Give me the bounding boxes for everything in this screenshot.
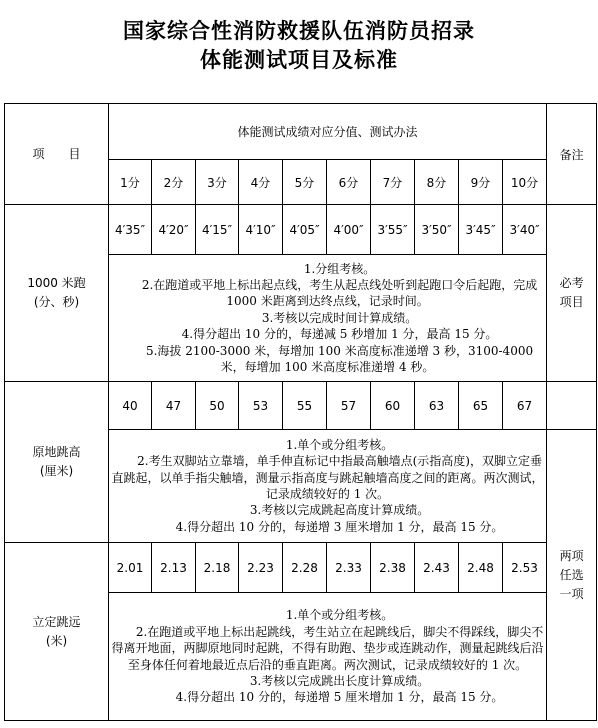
longjump-project-cell: 立定跳远 (米) xyxy=(5,543,109,721)
score-value: 2.48 xyxy=(459,543,503,593)
score-header: 6分 xyxy=(327,160,371,205)
note-required: 必考 项目 xyxy=(547,205,597,382)
note-choice: 两项 任选 一项 xyxy=(547,430,597,721)
score-value: 4′35″ xyxy=(109,205,152,255)
score-value: 4′00″ xyxy=(327,205,371,255)
score-value: 67 xyxy=(503,382,547,430)
run-values-row xyxy=(5,205,597,255)
page-subtitle: 体能测试项目及标准 xyxy=(200,48,398,72)
project-header: 项 目 xyxy=(5,104,109,205)
score-value: 2.13 xyxy=(152,543,196,593)
score-header: 7分 xyxy=(371,160,415,205)
score-value: 57 xyxy=(327,382,371,430)
score-header: 10分 xyxy=(503,160,547,205)
score-value: 60 xyxy=(371,382,415,430)
score-header: 1分 xyxy=(109,160,152,205)
run-method: 1.分组考核。 2.在跑道或平地上标出起点线，考生从起点线处听到起跑口令后起跑，完成 1000 米距离到达终点线，记录时间。 3.考核以完成时间计算成绩。 4.得分超出 10 分的，每递减 5 秒增加 1 分，最高 15 分。 5.海拔 2100-3000 米，每增加 100 米高度标准递增 3 秒，3100-4000 米，每增加 100 米高度标准递增 4 秒。 xyxy=(109,255,547,382)
score-value: 3′55″ xyxy=(371,205,415,255)
score-header: 3分 xyxy=(196,160,239,205)
longjump-method: 1.单个或分组考核。 2.在跑道或平地上标出起跳线，考生站立在起跳线后，脚尖不得踩线，脚尖不得离开地面，两脚原地同时起跳，不得有助跑、垫步或连跳动作，测量起跳线后沿至身体任何着地最近点后沿的垂直距离。两次测试，记录成绩较好的 1 次。 3.考核以完成跳出长度计算成绩。 4.得分超出 10 分的，每递增 5 厘米增加 1 分，最高 15 分。 xyxy=(109,593,547,721)
score-value: 40 xyxy=(109,382,152,430)
note-header: 备注 xyxy=(547,104,597,205)
score-value: 2.01 xyxy=(109,543,152,593)
score-value: 3′50″ xyxy=(415,205,459,255)
score-value: 2.33 xyxy=(327,543,371,593)
header-row xyxy=(5,104,597,160)
score-value: 3′40″ xyxy=(503,205,547,255)
method-header: 体能测试成绩对应分值、测试办法 xyxy=(109,104,547,160)
score-value: 2.38 xyxy=(371,543,415,593)
score-value: 2.18 xyxy=(196,543,239,593)
score-value: 4′15″ xyxy=(196,205,239,255)
longjump-values-row xyxy=(5,543,597,593)
score-value: 2.23 xyxy=(239,543,283,593)
score-value: 3′45″ xyxy=(459,205,503,255)
score-value: 2.43 xyxy=(415,543,459,593)
score-value: 4′05″ xyxy=(283,205,327,255)
score-header: 5分 xyxy=(283,160,327,205)
score-value: 55 xyxy=(283,382,327,430)
score-value: 4′10″ xyxy=(239,205,283,255)
score-value: 47 xyxy=(152,382,196,430)
score-header: 2分 xyxy=(152,160,196,205)
run-project-cell: 1000 米跑 (分、秒) xyxy=(5,205,109,382)
highjump-values-row xyxy=(5,382,597,430)
page-title: 国家综合性消防救援队伍消防员招录 xyxy=(123,19,475,43)
score-header: 9分 xyxy=(459,160,503,205)
score-header: 4分 xyxy=(239,160,283,205)
score-header: 8分 xyxy=(415,160,459,205)
fitness-standards-table xyxy=(4,103,597,721)
score-value: 4′20″ xyxy=(152,205,196,255)
score-value: 50 xyxy=(196,382,239,430)
note-empty xyxy=(547,382,597,430)
highjump-project-cell: 原地跳高 (厘米) xyxy=(5,382,109,543)
highjump-method: 1.单个或分组考核。 2.考生双脚站立靠墙，单手伸直标记中指最高触墙点(示指高度)，双脚立定垂直跳起，以单手指尖触墙，测量示指高度与跳起触墙高度之间的距离。两次测试，记录成绩较好的 1 次。 3.考核以完成跳起高度计算成绩。 4.得分超出 10 分的，每递增 3 厘米增加 1 分，最高 15 分。 xyxy=(109,430,547,543)
score-value: 2.28 xyxy=(283,543,327,593)
score-value: 2.53 xyxy=(503,543,547,593)
score-value: 65 xyxy=(459,382,503,430)
score-value: 63 xyxy=(415,382,459,430)
score-value: 53 xyxy=(239,382,283,430)
